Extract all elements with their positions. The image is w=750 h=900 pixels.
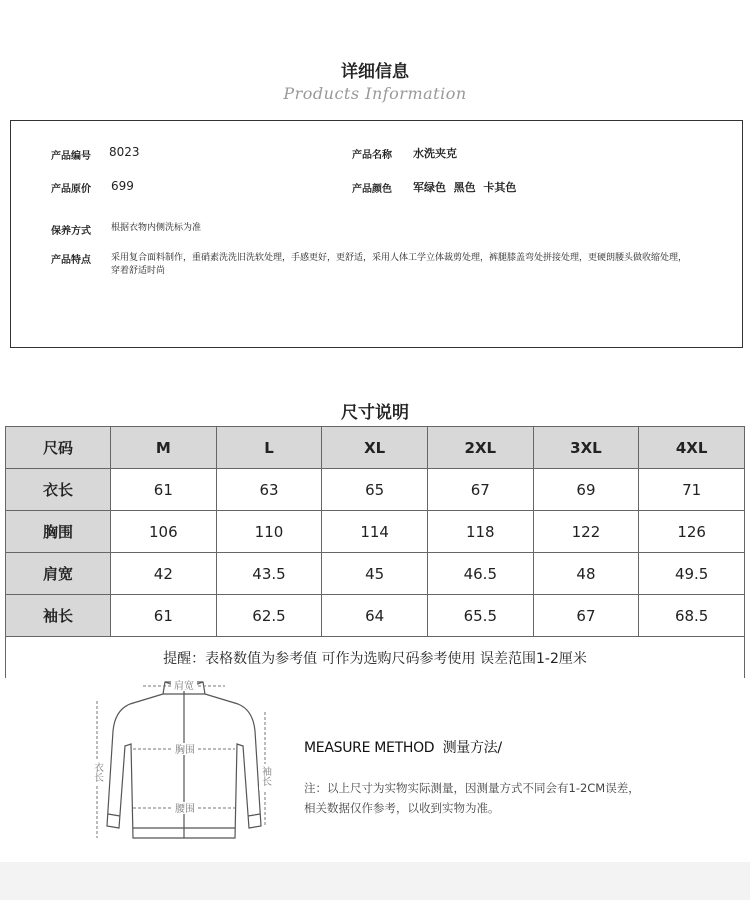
label-length: 衣长 (91, 762, 103, 782)
care-value: 根据衣物内侧洗标为准 (111, 223, 202, 233)
table-cell: 43.5 (216, 553, 322, 595)
table-cell: 62.5 (216, 595, 322, 637)
name-value: 水洗夹克 (413, 147, 457, 160)
measure-method-title: MEASURE METHOD 测量方法/ (304, 740, 502, 756)
header-cell: M (111, 427, 217, 469)
table-cell: 61 (111, 595, 217, 637)
name-label: 产品名称 (352, 150, 392, 161)
table-cell: 46.5 (427, 553, 533, 595)
table-row (6, 553, 745, 595)
table-cell: 114 (322, 511, 428, 553)
jacket-diagram (85, 676, 285, 856)
size-header-row (6, 427, 745, 469)
feature-label: 产品特点 (51, 255, 91, 266)
color-value: 军绿色 黑色 卡其色 (413, 181, 517, 194)
table-cell: 67 (533, 595, 639, 637)
table-cell: 69 (533, 469, 639, 511)
product-info-box (10, 120, 743, 348)
table-row (6, 469, 745, 511)
care-label: 保养方式 (51, 226, 91, 237)
header-cell: L (216, 427, 322, 469)
header-cell: XL (322, 427, 428, 469)
measure-note (304, 778, 640, 818)
note-row (6, 637, 745, 679)
header-cell: 4XL (639, 427, 745, 469)
table-cell: 42 (111, 553, 217, 595)
table-row (6, 511, 745, 553)
table-cell: 110 (216, 511, 322, 553)
code-label: 产品编号 (51, 151, 91, 162)
label-waist: 腰围 (175, 804, 195, 815)
code-value: 8023 (109, 145, 140, 159)
table-cell: 63 (216, 469, 322, 511)
table-cell: 45 (322, 553, 428, 595)
measure-note-line-2: 相关数据仅作参考，以收到实物为准。 (304, 801, 500, 815)
table-cell: 68.5 (639, 595, 745, 637)
header-cell: 2XL (427, 427, 533, 469)
table-cell: 65 (322, 469, 428, 511)
table-row (6, 595, 745, 637)
table-cell: 122 (533, 511, 639, 553)
label-sleeve: 袖长 (259, 766, 271, 786)
row-label: 胸围 (6, 511, 111, 553)
diagram-labels (91, 679, 272, 815)
header-cell: 3XL (533, 427, 639, 469)
table-cell: 64 (322, 595, 428, 637)
header-cell: 尺码 (6, 427, 111, 469)
row-label: 衣长 (6, 469, 111, 511)
measure-note-line-1: 注：以上尺寸为实物实际测量，因测量方式不同会有1-2CM误差， (304, 781, 640, 795)
table-cell: 106 (111, 511, 217, 553)
product-info-subtitle: Products Information (283, 84, 467, 103)
label-shoulder: 肩宽 (174, 681, 194, 692)
table-cell: 67 (427, 469, 533, 511)
table-cell: 61 (111, 469, 217, 511)
size-note: 提醒：表格数值为参考值 可作为选购尺码参考使用 误差范围1-2厘米 (6, 637, 745, 679)
product-info-title: 详细信息 (341, 62, 409, 82)
size-table (5, 426, 745, 678)
label-chest: 胸围 (175, 745, 195, 756)
table-cell: 49.5 (639, 553, 745, 595)
size-chart-title: 尺寸说明 (341, 403, 409, 423)
price-value: 699 (111, 179, 134, 193)
table-cell: 118 (427, 511, 533, 553)
table-cell: 126 (639, 511, 745, 553)
price-label: 产品原价 (51, 184, 91, 195)
row-label: 肩宽 (6, 553, 111, 595)
row-label: 袖长 (6, 595, 111, 637)
bottom-band (0, 862, 750, 900)
color-label: 产品颜色 (352, 184, 392, 195)
table-cell: 48 (533, 553, 639, 595)
feature-value: 采用复合面料制作，重硝素洗洗旧洗软处理，手感更好，更舒适，采用人体工学立体裁剪处理，裤腿膝盖弯处拼接处理，更硬朗腰头做收缩处理，穿着舒适时尚 (111, 253, 688, 276)
table-cell: 65.5 (427, 595, 533, 637)
table-cell: 71 (639, 469, 745, 511)
